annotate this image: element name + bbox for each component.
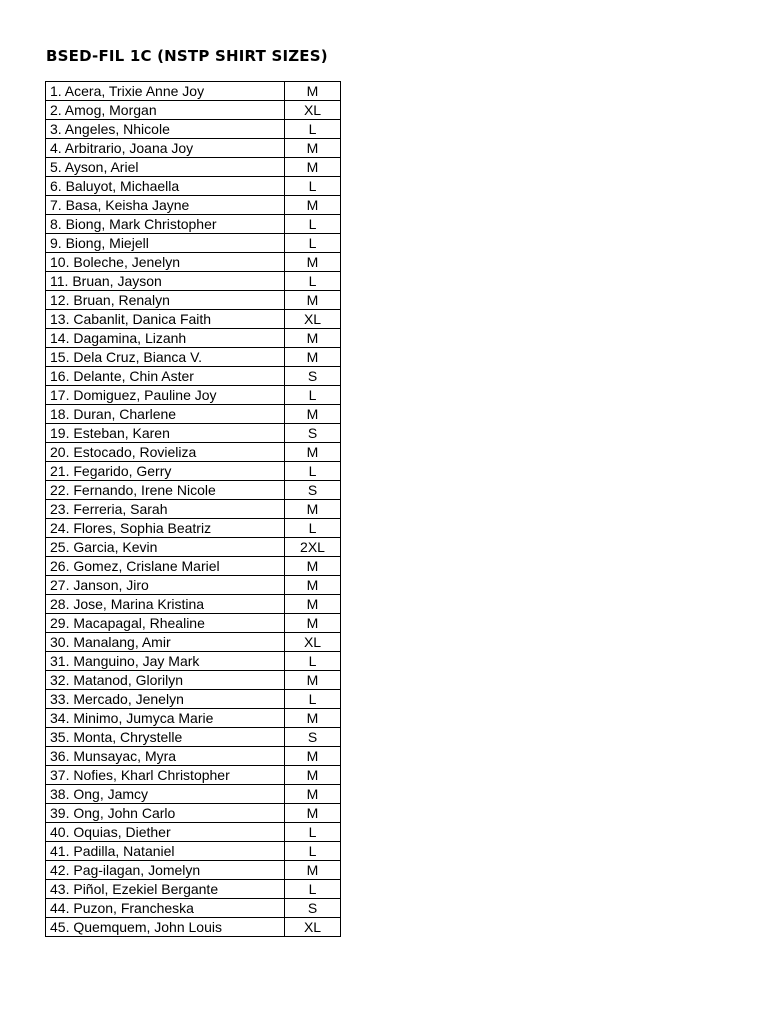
student-name-cell: 26. Gomez, Crislane Mariel: [46, 557, 285, 576]
shirt-size-cell: M: [285, 709, 341, 728]
table-row: [46, 424, 341, 443]
student-name-cell: 19. Esteban, Karen: [46, 424, 285, 443]
shirt-size-cell: L: [285, 177, 341, 196]
student-name-cell: 15. Dela Cruz, Bianca V.: [46, 348, 285, 367]
shirt-size-cell: S: [285, 481, 341, 500]
shirt-size-cell: M: [285, 158, 341, 177]
shirt-size-cell: L: [285, 272, 341, 291]
table-row: [46, 823, 341, 842]
table-row: [46, 234, 341, 253]
table-row: [46, 595, 341, 614]
student-name-cell: 13. Cabanlit, Danica Faith: [46, 310, 285, 329]
table-row: [46, 918, 341, 937]
student-name-cell: 39. Ong, John Carlo: [46, 804, 285, 823]
student-name-cell: 20. Estocado, Rovieliza: [46, 443, 285, 462]
table-row: [46, 215, 341, 234]
student-name-cell: 34. Minimo, Jumyca Marie: [46, 709, 285, 728]
shirt-size-cell: L: [285, 462, 341, 481]
student-name-cell: 35. Monta, Chrystelle: [46, 728, 285, 747]
student-name-cell: 8. Biong, Mark Christopher: [46, 215, 285, 234]
table-row: [46, 348, 341, 367]
student-name-cell: 12. Bruan, Renalyn: [46, 291, 285, 310]
table-row: [46, 405, 341, 424]
shirt-size-cell: L: [285, 823, 341, 842]
shirt-size-cell: M: [285, 139, 341, 158]
table-row: [46, 272, 341, 291]
shirt-size-cell: S: [285, 367, 341, 386]
table-row: [46, 633, 341, 652]
table-row: [46, 842, 341, 861]
student-name-cell: 6. Baluyot, Michaella: [46, 177, 285, 196]
table-row: [46, 861, 341, 880]
shirt-size-cell: L: [285, 215, 341, 234]
student-name-cell: 45. Quemquem, John Louis: [46, 918, 285, 937]
shirt-size-cell: S: [285, 728, 341, 747]
student-name-cell: 22. Fernando, Irene Nicole: [46, 481, 285, 500]
table-row: [46, 899, 341, 918]
table-row: [46, 82, 341, 101]
table-row: [46, 652, 341, 671]
table-row: [46, 500, 341, 519]
table-row: [46, 614, 341, 633]
shirt-size-cell: M: [285, 253, 341, 272]
shirt-size-cell: M: [285, 348, 341, 367]
shirt-size-cell: M: [285, 329, 341, 348]
table-row: [46, 367, 341, 386]
table-row: [46, 880, 341, 899]
table-row: [46, 120, 341, 139]
student-name-cell: 31. Manguino, Jay Mark: [46, 652, 285, 671]
shirt-size-cell: XL: [285, 310, 341, 329]
table-row: [46, 709, 341, 728]
student-name-cell: 14. Dagamina, Lizanh: [46, 329, 285, 348]
student-name-cell: 28. Jose, Marina Kristina: [46, 595, 285, 614]
shirt-size-cell: M: [285, 443, 341, 462]
student-name-cell: 44. Puzon, Francheska: [46, 899, 285, 918]
table-row: [46, 462, 341, 481]
student-name-cell: 10. Boleche, Jenelyn: [46, 253, 285, 272]
shirt-size-cell: M: [285, 500, 341, 519]
table-row: [46, 177, 341, 196]
shirt-size-cell: M: [285, 747, 341, 766]
table-row: [46, 139, 341, 158]
table-row: [46, 481, 341, 500]
student-name-cell: 2. Amog, Morgan: [46, 101, 285, 120]
student-name-cell: 17. Domiguez, Pauline Joy: [46, 386, 285, 405]
student-name-cell: 43. Piñol, Ezekiel Bergante: [46, 880, 285, 899]
shirt-size-table: [45, 81, 341, 937]
student-name-cell: 9. Biong, Miejell: [46, 234, 285, 253]
student-name-cell: 38. Ong, Jamcy: [46, 785, 285, 804]
table-row: [46, 196, 341, 215]
shirt-size-cell: L: [285, 652, 341, 671]
student-name-cell: 32. Matanod, Glorilyn: [46, 671, 285, 690]
table-row: [46, 690, 341, 709]
student-name-cell: 16. Delante, Chin Aster: [46, 367, 285, 386]
student-name-cell: 23. Ferreria, Sarah: [46, 500, 285, 519]
table-row: [46, 253, 341, 272]
student-name-cell: 36. Munsayac, Myra: [46, 747, 285, 766]
shirt-size-cell: M: [285, 766, 341, 785]
student-name-cell: 3. Angeles, Nhicole: [46, 120, 285, 139]
student-name-cell: 18. Duran, Charlene: [46, 405, 285, 424]
table-row: [46, 728, 341, 747]
shirt-size-cell: M: [285, 196, 341, 215]
student-name-cell: 25. Garcia, Kevin: [46, 538, 285, 557]
student-name-cell: 33. Mercado, Jenelyn: [46, 690, 285, 709]
shirt-size-cell: M: [285, 804, 341, 823]
table-row: [46, 519, 341, 538]
student-name-cell: 21. Fegarido, Gerry: [46, 462, 285, 481]
table-row: [46, 538, 341, 557]
shirt-size-cell: L: [285, 234, 341, 253]
student-name-cell: 30. Manalang, Amir: [46, 633, 285, 652]
student-name-cell: 40. Oquias, Diether: [46, 823, 285, 842]
table-row: [46, 443, 341, 462]
table-row: [46, 671, 341, 690]
shirt-size-cell: S: [285, 424, 341, 443]
shirt-size-cell: L: [285, 690, 341, 709]
table-row: [46, 766, 341, 785]
student-name-cell: 4. Arbitrario, Joana Joy: [46, 139, 285, 158]
table-row: [46, 329, 341, 348]
table-row: [46, 747, 341, 766]
student-name-cell: 7. Basa, Keisha Jayne: [46, 196, 285, 215]
student-name-cell: 5. Ayson, Ariel: [46, 158, 285, 177]
shirt-size-cell: M: [285, 785, 341, 804]
table-row: [46, 101, 341, 120]
student-name-cell: 27. Janson, Jiro: [46, 576, 285, 595]
shirt-size-cell: M: [285, 82, 341, 101]
shirt-size-cell: L: [285, 880, 341, 899]
shirt-size-cell: M: [285, 595, 341, 614]
student-name-cell: 1. Acera, Trixie Anne Joy: [46, 82, 285, 101]
shirt-size-cell: M: [285, 557, 341, 576]
shirt-size-cell: M: [285, 576, 341, 595]
shirt-size-cell: 2XL: [285, 538, 341, 557]
shirt-size-cell: L: [285, 120, 341, 139]
shirt-size-cell: XL: [285, 101, 341, 120]
shirt-size-cell: L: [285, 386, 341, 405]
shirt-size-cell: M: [285, 291, 341, 310]
shirt-size-cell: M: [285, 861, 341, 880]
student-name-cell: 42. Pag-ilagan, Jomelyn: [46, 861, 285, 880]
table-row: [46, 804, 341, 823]
shirt-size-cell: M: [285, 405, 341, 424]
table-row: [46, 785, 341, 804]
table-row: [46, 386, 341, 405]
table-row: [46, 557, 341, 576]
student-name-cell: 11. Bruan, Jayson: [46, 272, 285, 291]
shirt-size-table-body: [46, 82, 341, 937]
shirt-size-cell: L: [285, 519, 341, 538]
student-name-cell: 41. Padilla, Nataniel: [46, 842, 285, 861]
shirt-size-cell: S: [285, 899, 341, 918]
table-row: [46, 310, 341, 329]
student-name-cell: 24. Flores, Sophia Beatriz: [46, 519, 285, 538]
table-row: [46, 576, 341, 595]
shirt-size-cell: M: [285, 671, 341, 690]
student-name-cell: 29. Macapagal, Rhealine: [46, 614, 285, 633]
student-name-cell: 37. Nofies, Kharl Christopher: [46, 766, 285, 785]
table-row: [46, 291, 341, 310]
shirt-size-cell: M: [285, 614, 341, 633]
document-title: BSED-FIL 1C (NSTP SHIRT SIZES): [46, 47, 328, 65]
shirt-size-cell: XL: [285, 918, 341, 937]
shirt-size-cell: L: [285, 842, 341, 861]
shirt-size-cell: XL: [285, 633, 341, 652]
table-row: [46, 158, 341, 177]
